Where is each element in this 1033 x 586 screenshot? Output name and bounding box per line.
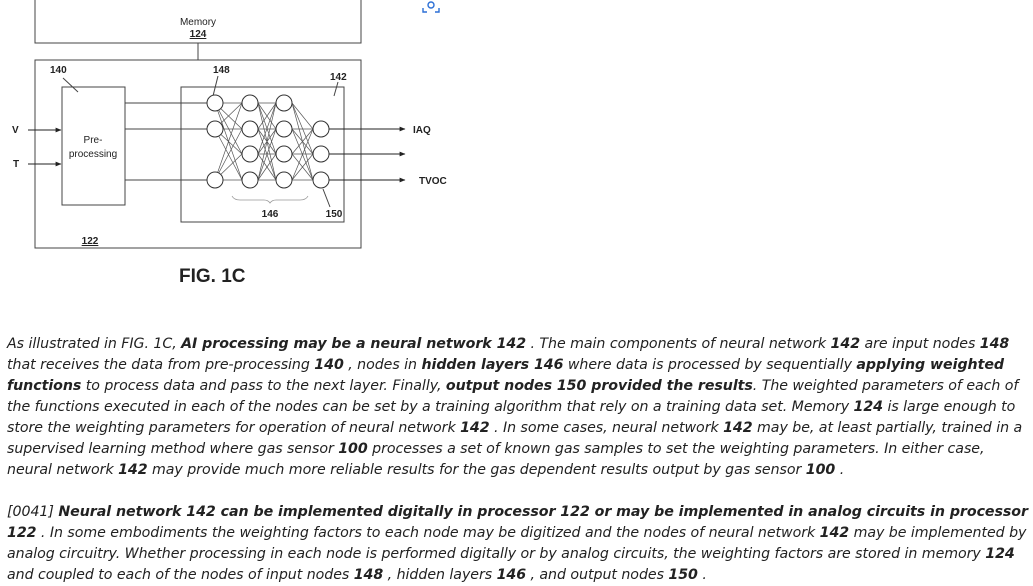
hidden-node-2-2: [276, 121, 292, 137]
text-span: may provide much more reliable results for the gas dependent results output by gas sensor: [147, 462, 806, 478]
output-node-2: [313, 146, 329, 162]
text-span: .: [697, 567, 707, 583]
text-span: are input nodes: [860, 336, 980, 352]
ref-142-leader: [334, 82, 338, 96]
paragraph-neural-network-description: [7, 334, 1029, 481]
bold-span: 100: [338, 441, 368, 457]
paragraph-number: [0041]: [7, 504, 59, 520]
text-span: processes a set of known gas samples to set the weighting parameters. In either case, neural network: [7, 441, 985, 478]
text-span: is large enough to store the weighting parameters for operation of neural network: [7, 399, 1016, 436]
hidden-node-2-1: [276, 95, 292, 111]
bold-span: 124: [853, 399, 883, 415]
bold-span: 142: [723, 420, 753, 436]
hidden-node-1-1: [242, 95, 258, 111]
bold-span: hidden layers 146: [421, 357, 564, 373]
ref-150: 150: [325, 209, 343, 220]
output-tvoc-label: TVOC: [419, 176, 447, 187]
ref-142: 142: [330, 72, 347, 83]
text-span: that receives the data from pre-processing: [7, 357, 315, 373]
bold-span: 140: [314, 357, 344, 373]
text-span: may be implemented by analog circuitry. Whether processing in each node is performed digitally or by analog circuits, the weighting factors are stored in memory: [7, 525, 1027, 562]
hidden-layers-brace: [232, 196, 308, 203]
bold-span: 148: [979, 336, 1010, 352]
bold-span: 124: [985, 546, 1015, 562]
bold-span: 146: [496, 567, 527, 583]
network-connections: [215, 103, 313, 180]
text-span: and coupled to each of the nodes of input nodes: [7, 567, 354, 583]
bold-span: Neural network 142 can be implemented digitally in processor 122 or may be implemented in analog circuits in processor 122: [7, 504, 1028, 541]
bold-span: 150: [668, 567, 698, 583]
visual-search-icon[interactable]: [419, 0, 443, 16]
memory-ref: 124: [189, 29, 207, 40]
hidden-node-1-4: [242, 172, 258, 188]
hidden-node-1-3: [242, 146, 258, 162]
output-iaq-label: IAQ: [413, 125, 431, 136]
text-span: , and output nodes: [526, 567, 669, 583]
text-span: , hidden layers: [383, 567, 497, 583]
hidden-node-2-3: [276, 146, 292, 162]
bold-span: AI processing may be a neural network 142: [181, 336, 527, 352]
input-node-3: [207, 172, 223, 188]
ref-140-leader: [63, 78, 78, 92]
bold-span: 142: [118, 462, 148, 478]
bold-span: applying weighted functions: [7, 357, 1005, 394]
output-node-3: [313, 172, 329, 188]
text-span: . In some embodiments the weighting factors to each node may be digitized and the nodes of neural network: [36, 525, 820, 541]
text-span: . The weighted parameters of each of the functions executed in each of the nodes can be set by a training algorithm that rely on a training data set. Memory: [7, 378, 1019, 415]
ref-148: 148: [213, 65, 230, 76]
bold-span: 142: [460, 420, 490, 436]
input-node-2: [207, 121, 223, 137]
hidden-node-2-4: [276, 172, 292, 188]
text-span: to process data and pass to the next layer. Finally,: [81, 378, 446, 394]
text-span: .: [835, 462, 845, 478]
figure-caption: FIG. 1C: [179, 266, 246, 287]
input-v-label: V: [12, 125, 19, 136]
ref-146: 146: [261, 209, 279, 220]
bold-span: 148: [353, 567, 384, 583]
text-span: , nodes in: [343, 357, 422, 373]
bold-span: 142: [819, 525, 850, 541]
paragraph-0041: [7, 502, 1029, 586]
text-span: . In some cases, neural network: [489, 420, 724, 436]
output-node-1: [313, 121, 329, 137]
ref-140: 140: [50, 65, 67, 76]
text-span: As illustrated in FIG. 1C,: [7, 336, 182, 352]
bold-span: output nodes 150 provided the results: [445, 378, 753, 394]
memory-label: Memory: [179, 17, 217, 28]
text-span: . The main components of neural network: [526, 336, 831, 352]
text-span: may be, at least partially, trained in a supervised learning method where gas sensor: [7, 420, 1023, 457]
ref-150-leader: [323, 189, 330, 207]
bold-span: 100: [805, 462, 836, 478]
text-span: where data is processed by sequentially: [563, 357, 857, 373]
input-t-label: T: [13, 159, 20, 170]
ref-148-leader: [213, 76, 218, 96]
patent-figure-1c: [0, 0, 520, 300]
preprocessing-label-1: Pre-: [83, 135, 103, 146]
input-node-1: [207, 95, 223, 111]
bold-span: 142: [830, 336, 861, 352]
hidden-node-1-2: [242, 121, 258, 137]
processor-ref: 122: [81, 236, 99, 247]
preprocessing-box: [62, 87, 125, 205]
preprocessing-label-2: processing: [68, 149, 118, 160]
